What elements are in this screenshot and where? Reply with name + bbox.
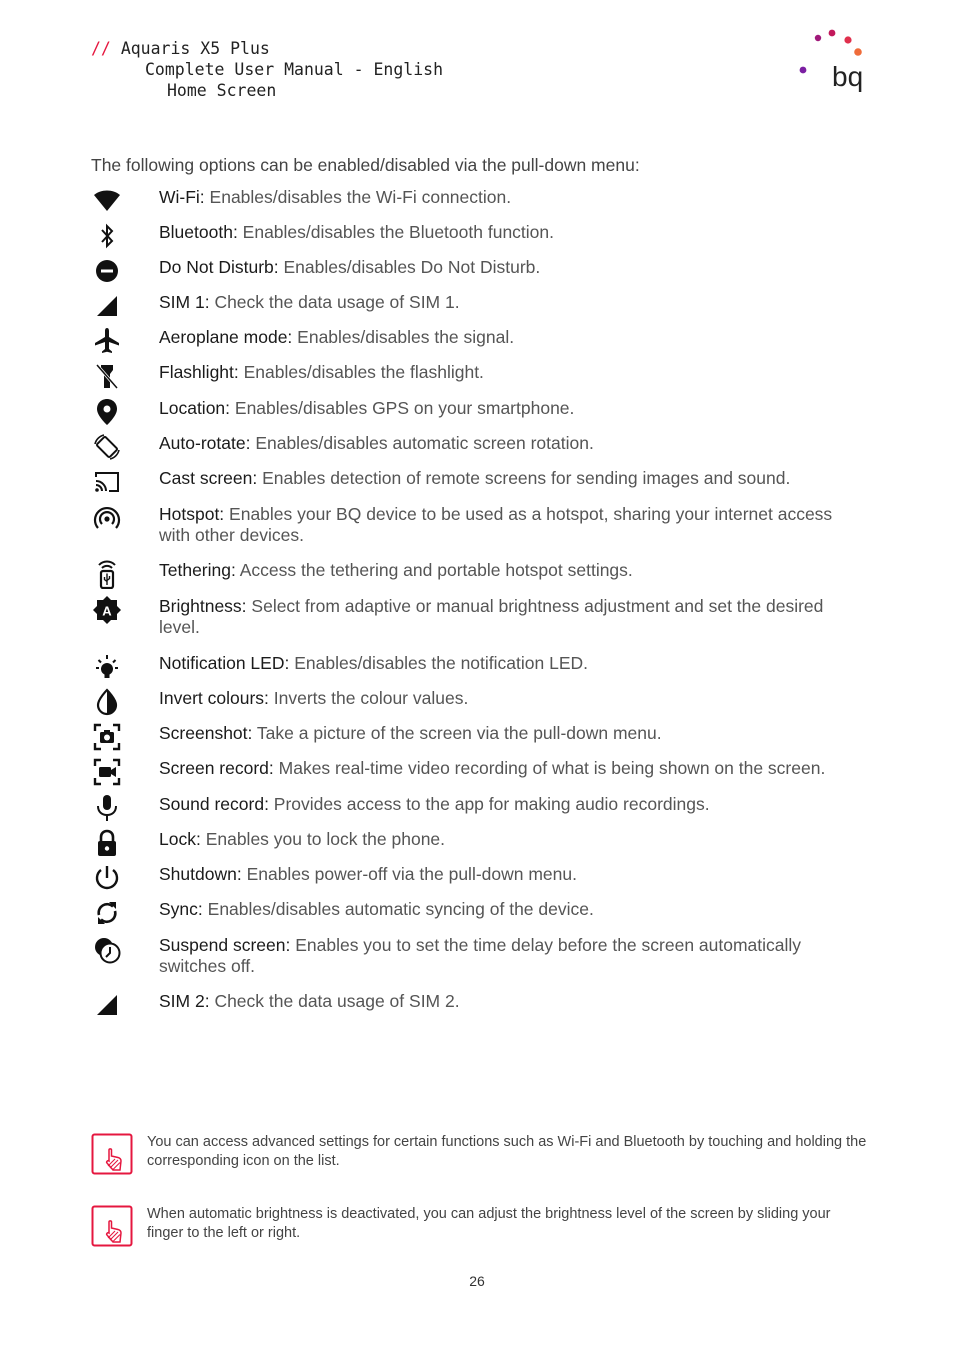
do-not-disturb-icon [88,256,126,286]
option-label: SIM 2: [159,991,210,1011]
option-description [159,362,865,383]
bq-logo-text: bq [832,61,864,92]
option-description [159,653,865,674]
option-label: Flashlight: [159,362,239,382]
option-label: Auto-rotate: [159,433,251,453]
option-description [159,758,865,779]
option-description [159,222,865,243]
tethering-icon [88,559,126,589]
option-label: Sync: [159,899,203,919]
option-text: Enables/disables the signal. [292,327,515,347]
brightness-icon [88,595,126,625]
option-text: Inverts the colour values. [268,688,469,708]
option-text: Check the data usage of SIM 1. [209,292,460,312]
option-label: Screenshot: [159,723,253,743]
option-description [159,468,865,489]
option-label: Lock: [159,829,201,849]
option-text: Access the tethering and portable hotspot settings. [235,560,633,580]
intro-text: The following options can be enabled/disabled via the pull-down menu: [91,155,640,175]
option-description [159,398,865,419]
signal-sim2-icon [88,990,126,1020]
option-text: Enables/disables GPS on your smartphone. [230,398,575,418]
flashlight-icon [88,361,126,391]
option-label: Cast screen: [159,468,258,488]
option-text: Enables your BQ device to be used as a hotspot, sharing your internet access with other devices. [159,504,833,545]
document-header [91,38,443,101]
option-text: Enables/disables the Wi-Fi connection. [204,187,512,207]
option-text: Enables power-off via the pull-down menu. [241,864,577,884]
option-description [159,560,865,581]
option-label: Shutdown: [159,864,242,884]
notification-led-icon [88,652,126,682]
signal-sim1-icon [88,291,126,321]
option-description [159,257,865,278]
screenshot-icon [88,722,126,752]
airplane-icon [88,326,126,356]
tip-text: You can access advanced settings for certain functions such as Wi-Fi and Bluetooth by touching and holding the corresponding icon on the list. [147,1134,867,1169]
option-label: Suspend screen: [159,935,291,955]
suspend-screen-icon [88,934,126,964]
option-description [159,433,865,454]
bq-logo [796,28,866,98]
tip-touch-icon [91,1205,133,1247]
option-label: Bluetooth: [159,222,238,242]
bluetooth-icon [88,221,126,251]
option-description [159,688,865,709]
option-text: Enables you to set the time delay before the screen automatically switches off. [159,935,802,976]
option-description [159,504,865,546]
option-text: Enables/disables the notification LED. [289,653,588,673]
sync-icon [88,898,126,928]
page-number: 26 [469,1273,485,1289]
option-text: Take a picture of the screen via the pull-down menu. [252,723,662,743]
option-text: Makes real-time video recording of what is being shown on the screen. [273,758,826,778]
location-icon [88,397,126,427]
auto-rotate-icon [88,432,126,462]
option-text: Provides access to the app for making audio recordings. [268,794,710,814]
power-icon [88,863,126,893]
svg-text:A: A [102,603,112,619]
option-text: Enables/disables the flashlight. [238,362,484,382]
header-slashes: // [91,39,111,58]
screen-record-icon [88,757,126,787]
option-label: Location: [159,398,231,418]
option-label: SIM 1: [159,292,210,312]
option-text: Enables you to lock the phone. [200,829,446,849]
option-label: Invert colours: [159,688,269,708]
microphone-icon [88,793,126,823]
cast-icon [88,467,126,497]
tip-touch-icon [91,1133,133,1175]
option-text: Enables detection of remote screens for sending images and sound. [257,468,791,488]
option-label: Tethering: [159,560,236,580]
option-description [159,794,865,815]
option-description [159,829,865,850]
tip-text: When automatic brightness is deactivated, you can adjust the brightness level of the screen by sliding your finger to the left or right. [147,1206,831,1241]
option-description [159,187,865,208]
option-label: Brightness: [159,596,247,616]
option-text: Enables/disables Do Not Disturb. [278,257,541,277]
option-description [159,864,865,885]
option-text: Enables/disables automatic screen rotation. [250,433,594,453]
option-label: Sound record: [159,794,269,814]
option-label: Hotspot: [159,504,225,524]
header-manual: Complete User Manual - English [145,60,444,79]
option-text: Enables/disables automatic syncing of the device. [202,899,594,919]
hotspot-icon [88,503,126,533]
option-text: Select from adaptive or manual brightness adjustment and set the desired level. [159,596,824,637]
header-section: Home Screen [167,81,277,100]
header-product: Aquaris X5 Plus [120,39,270,58]
option-description [159,899,865,920]
option-description [159,991,865,1012]
lock-icon [88,828,126,858]
option-description [159,596,865,638]
option-label: Screen record: [159,758,274,778]
option-label: Do Not Disturb: [159,257,279,277]
option-description [159,292,865,313]
option-label: Aeroplane mode: [159,327,293,347]
option-text: Check the data usage of SIM 2. [209,991,460,1011]
wifi-icon [88,186,126,216]
option-text: Enables/disables the Bluetooth function. [237,222,555,242]
option-description [159,723,865,744]
option-description [159,935,865,977]
option-label: Wi-Fi: [159,187,205,207]
option-label: Notification LED: [159,653,290,673]
invert-colours-icon [88,687,126,717]
option-description [159,327,865,348]
